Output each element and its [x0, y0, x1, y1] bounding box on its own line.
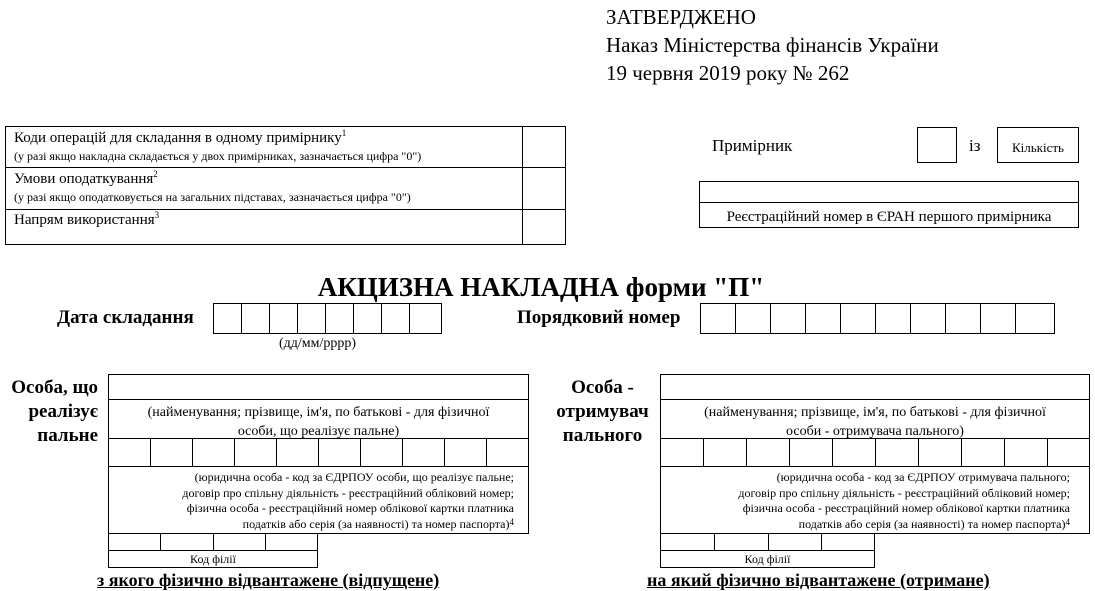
seller-code-cell[interactable] — [360, 438, 402, 466]
buyer-code-cell[interactable] — [961, 438, 1004, 466]
taxation-label: Умови оподаткування$^2$ — [14, 169, 158, 187]
buyer-footer: на який фізично відвантажене (отримане) — [647, 570, 990, 590]
registration-number-label: Реєстраційний номер в ЄРАН першого примірника — [726, 209, 1052, 225]
buyer-code-cell[interactable] — [918, 438, 961, 466]
buyer-branch-cell[interactable] — [821, 533, 875, 551]
date-cell[interactable] — [325, 303, 354, 334]
seller-code-cell[interactable] — [486, 438, 529, 466]
date-cell[interactable] — [353, 303, 382, 334]
buyer-code-cell[interactable] — [875, 438, 918, 466]
buyer-branch-cell[interactable] — [768, 533, 821, 551]
buyer-name-hint: (найменування; прізвище, ім'я, по батькові - для фізичної особи - отримувача пального) — [704, 405, 1046, 439]
copy-label: Примірник — [712, 136, 793, 155]
date-cell[interactable] — [381, 303, 410, 334]
usage-code-field[interactable] — [523, 210, 565, 244]
serial-number-label: Порядковий номер — [517, 307, 681, 328]
seller-label: Особа, що реалізує пальне — [11, 377, 98, 446]
buyer-code-cells — [660, 438, 1090, 466]
copy-count-label: Кількість — [1011, 140, 1064, 155]
date-cell[interactable] — [213, 303, 242, 334]
copy-of-label: із — [969, 136, 981, 155]
date-cell[interactable] — [269, 303, 298, 334]
seller-code-cell[interactable] — [318, 438, 360, 466]
buyer-branch-cell[interactable] — [660, 533, 714, 551]
buyer-code-cell[interactable] — [1047, 438, 1090, 466]
buyer-code-hint: (юридична особа - код за ЄДРПОУ отримувача пального; договір про спільну діяльність - реєстраційний обліковий номер; фізична особа - реєстраційний номер облікової картки платника податків або серія (за наявності) та номер паспорта)$^4$ — [738, 470, 1070, 531]
date-label: Дата складання — [57, 307, 194, 328]
buyer-code-cell[interactable] — [832, 438, 875, 466]
codes-table-divider — [5, 209, 566, 210]
buyer-label: Особа - отримувач пального — [556, 377, 649, 446]
seller-branch-block — [108, 533, 318, 568]
buyer-code-cell[interactable] — [746, 438, 789, 466]
seller-branch-cell[interactable] — [108, 533, 160, 551]
serial-number-cell[interactable] — [735, 303, 771, 334]
seller-code-cells — [108, 438, 529, 466]
buyer-divider — [660, 399, 1090, 400]
serial-number-cell[interactable] — [805, 303, 841, 334]
usage-direction-label: Напрям використання$^3$ — [14, 210, 160, 228]
registration-divider — [699, 202, 1079, 203]
seller-divider — [108, 466, 529, 467]
serial-number-cell[interactable] — [945, 303, 981, 334]
buyer-name-field[interactable] — [661, 375, 1089, 400]
buyer-branch-block — [660, 533, 875, 568]
seller-branch-label: Код філії — [190, 552, 236, 566]
document-title: АКЦИЗНА НАКЛАДНА форми "П" — [317, 272, 765, 302]
seller-code-cell[interactable] — [444, 438, 486, 466]
copy-number-field[interactable] — [917, 127, 957, 163]
buyer-divider — [660, 466, 1090, 467]
operation-codes-note: (у разі якщо накладна складається у двох примірниках, зазначається цифра "0") — [14, 149, 422, 163]
seller-code-cell[interactable] — [150, 438, 192, 466]
seller-code-cell[interactable] — [276, 438, 318, 466]
buyer-code-cell[interactable] — [789, 438, 832, 466]
date-cell[interactable] — [241, 303, 270, 334]
seller-branch-cell[interactable] — [213, 533, 265, 551]
date-format-hint: (дд/мм/рррр) — [279, 336, 357, 351]
seller-code-cell[interactable] — [108, 438, 150, 466]
approval-title: ЗАТВЕРДЖЕНО — [606, 5, 756, 29]
seller-code-hint: (юридична особа - код за ЄДРПОУ особи, що реалізує пальне; договір про спільну діяльність - реєстраційний обліковий номер; фізична особа - реєстраційний номер облікової картки платника податків або серія (за наявності) та номер паспорта)$^4$ — [182, 470, 514, 531]
codes-table-divider — [5, 167, 566, 168]
buyer-code-cell[interactable] — [660, 438, 703, 466]
serial-number-cell[interactable] — [840, 303, 876, 334]
date-cell[interactable] — [297, 303, 326, 334]
serial-number-cell[interactable] — [980, 303, 1016, 334]
taxation-note: (у разі якщо оподатковується на загальних підставах, зазначається цифра "0") — [14, 190, 411, 204]
serial-number-cell[interactable] — [910, 303, 946, 334]
seller-code-cell[interactable] — [402, 438, 444, 466]
seller-name-hint: (найменування; прізвище, ім'я, по батькові - для фізичної особи, що реалізує пальне) — [147, 405, 490, 439]
seller-code-cell[interactable] — [234, 438, 276, 466]
buyer-branch-label: Код філії — [744, 552, 791, 566]
operation-code-field[interactable] — [523, 127, 565, 167]
seller-footer: з якого фізично відвантажене (відпущене) — [97, 570, 440, 590]
operation-codes-label: Коди операцій для складання в одному примірнику$^1$ — [14, 128, 347, 146]
seller-divider — [108, 399, 529, 400]
seller-branch-cell[interactable] — [160, 533, 213, 551]
seller-name-field[interactable] — [109, 375, 528, 400]
buyer-branch-cell[interactable] — [714, 533, 768, 551]
approval-date: 19 червня 2019 року № 262 — [606, 61, 850, 85]
date-cell[interactable] — [409, 303, 442, 334]
serial-number-cell[interactable] — [1015, 303, 1055, 334]
serial-number-cell[interactable] — [770, 303, 806, 334]
buyer-code-cell[interactable] — [1004, 438, 1047, 466]
registration-number-field[interactable] — [700, 182, 1078, 202]
seller-code-cell[interactable] — [192, 438, 234, 466]
serial-number-cell[interactable] — [875, 303, 911, 334]
seller-branch-cell[interactable] — [265, 533, 318, 551]
approval-order: Наказ Міністерства фінансів України — [606, 33, 939, 57]
serial-number-cell[interactable] — [700, 303, 736, 334]
buyer-code-cell[interactable] — [703, 438, 746, 466]
taxation-code-field[interactable] — [523, 168, 565, 209]
